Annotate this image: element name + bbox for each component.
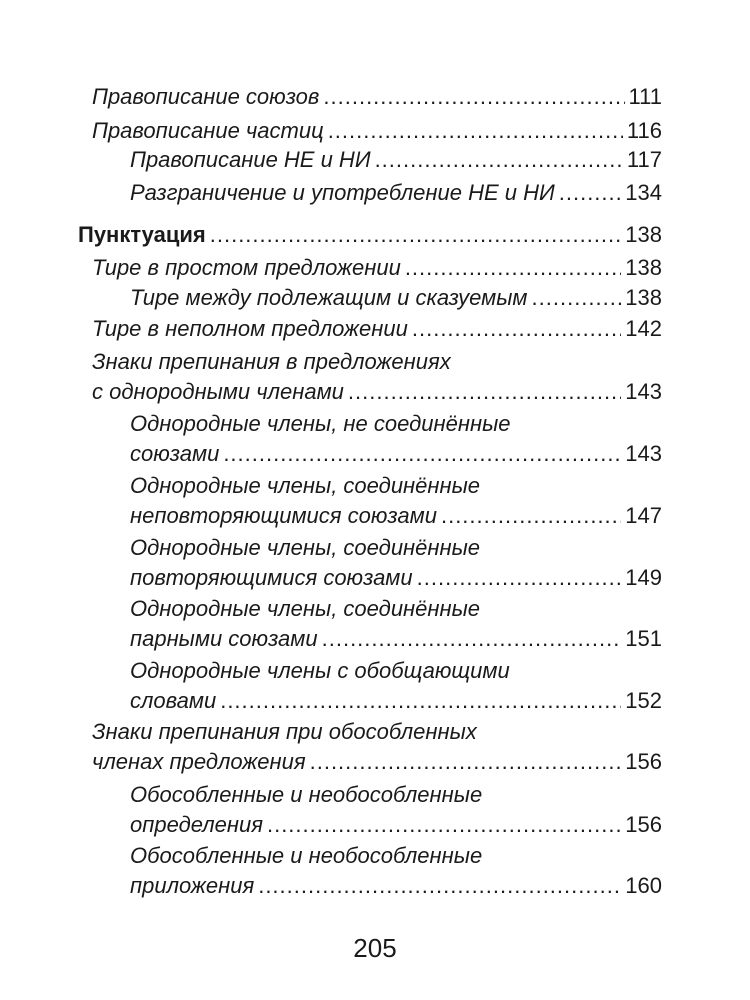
- toc-entry-title-line: неповторяющимися союзами: [130, 503, 437, 528]
- toc-entry-page: 111: [628, 84, 662, 109]
- toc-entry[interactable]: [130, 841, 662, 901]
- toc-entry[interactable]: [130, 283, 662, 313]
- toc-entry-title-line: союзами: [130, 441, 220, 466]
- toc-entry-page: 134: [625, 180, 662, 205]
- toc-entry-title-line: Однородные члены, соединённые: [130, 535, 481, 560]
- leader-dots: [328, 116, 623, 146]
- toc-entry[interactable]: [92, 314, 662, 344]
- toc-entry-title-line: Однородные члены, соединённые: [130, 596, 481, 621]
- toc-entry[interactable]: [130, 409, 662, 469]
- toc-entry[interactable]: [130, 780, 662, 840]
- toc-entry-title-line: Однородные члены, соединённые: [130, 473, 481, 498]
- toc-entry-title: Правописание частиц: [92, 118, 324, 143]
- toc-entry-page: 143: [625, 441, 662, 466]
- toc-entry-title-line: членах предложения: [92, 749, 306, 774]
- toc-entry-page: 151: [625, 626, 662, 651]
- toc-entry-title-line: Обособленные и необособленные: [130, 782, 483, 807]
- toc-entry-page: 156: [625, 749, 662, 774]
- toc-entry-title: Тире между подлежащим и сказуемым: [130, 285, 528, 310]
- leader-dots: [348, 377, 621, 407]
- toc-entry-page: 143: [625, 379, 662, 404]
- toc-entry-title-line: словами: [130, 688, 217, 713]
- toc-entry[interactable]: [130, 533, 662, 593]
- toc-entry-title-line: Однородные члены с обобщающими: [130, 658, 510, 683]
- toc-entry-page: 152: [625, 688, 662, 713]
- toc-entry[interactable]: [130, 145, 662, 175]
- toc-entry-title: Правописание союзов: [92, 84, 320, 109]
- toc-entry-title-line: Знаки препинания при обособленных: [92, 719, 477, 744]
- toc-entry[interactable]: [130, 471, 662, 531]
- toc-entry-title-line: Однородные члены, не соединённые: [130, 411, 511, 436]
- leader-dots: [417, 563, 622, 593]
- toc-entry-page: 156: [625, 812, 662, 837]
- leader-dots: [322, 624, 622, 654]
- leader-dots: [375, 145, 623, 175]
- toc-section-title: Пунктуация: [78, 222, 206, 247]
- toc-entry[interactable]: [92, 253, 662, 283]
- leader-dots: [310, 747, 622, 777]
- leader-dots: [441, 501, 621, 531]
- toc-entry[interactable]: [130, 594, 662, 654]
- toc-entry-page: 138: [625, 255, 662, 280]
- leader-dots: [220, 686, 621, 716]
- toc-entry[interactable]: [130, 656, 662, 716]
- toc-entry-page: 147: [625, 503, 662, 528]
- toc-entry-title-line: с однородными членами: [92, 379, 344, 404]
- toc-entry-page: 138: [625, 222, 662, 247]
- toc-entry-title: Тире в простом предложении: [92, 255, 401, 280]
- leader-dots: [258, 871, 621, 901]
- toc-entry-title-line: Обособленные и необособленные: [130, 843, 483, 868]
- toc-entry-title-line: повторяющимися союзами: [130, 565, 413, 590]
- toc-entry-title: Тире в неполном предложении: [92, 316, 408, 341]
- leader-dots: [559, 178, 622, 208]
- toc-entry-title: Разграничение и употребление НЕ и НИ: [130, 180, 555, 205]
- toc-entry-page: 149: [625, 565, 662, 590]
- toc-entry[interactable]: [92, 347, 662, 407]
- leader-dots: [267, 810, 621, 840]
- leader-dots: [223, 439, 621, 469]
- toc-entry-title-line: парными союзами: [130, 626, 318, 651]
- leader-dots: [532, 283, 622, 313]
- toc-entry[interactable]: [92, 116, 662, 146]
- toc-entry-title: Правописание НЕ и НИ: [130, 147, 371, 172]
- toc-entry-page: 160: [625, 873, 662, 898]
- toc-section-entry[interactable]: [78, 220, 662, 250]
- toc-entry[interactable]: [92, 717, 662, 777]
- toc-entry-page: 116: [626, 118, 662, 143]
- toc-entry-title-line: определения: [130, 812, 263, 837]
- toc-entry[interactable]: [130, 178, 662, 208]
- toc-entry-title-line: приложения: [130, 873, 255, 898]
- page-number: 205: [353, 933, 397, 963]
- leader-dots: [323, 82, 624, 112]
- toc-entry-page: 142: [625, 316, 662, 341]
- leader-dots: [210, 220, 622, 250]
- toc-entry-page: 117: [626, 147, 662, 172]
- toc-entry-page: 138: [625, 285, 662, 310]
- toc-entry[interactable]: [92, 82, 662, 112]
- toc-entry-title-line: Знаки препинания в предложениях: [92, 349, 451, 374]
- leader-dots: [405, 253, 621, 283]
- leader-dots: [412, 314, 621, 344]
